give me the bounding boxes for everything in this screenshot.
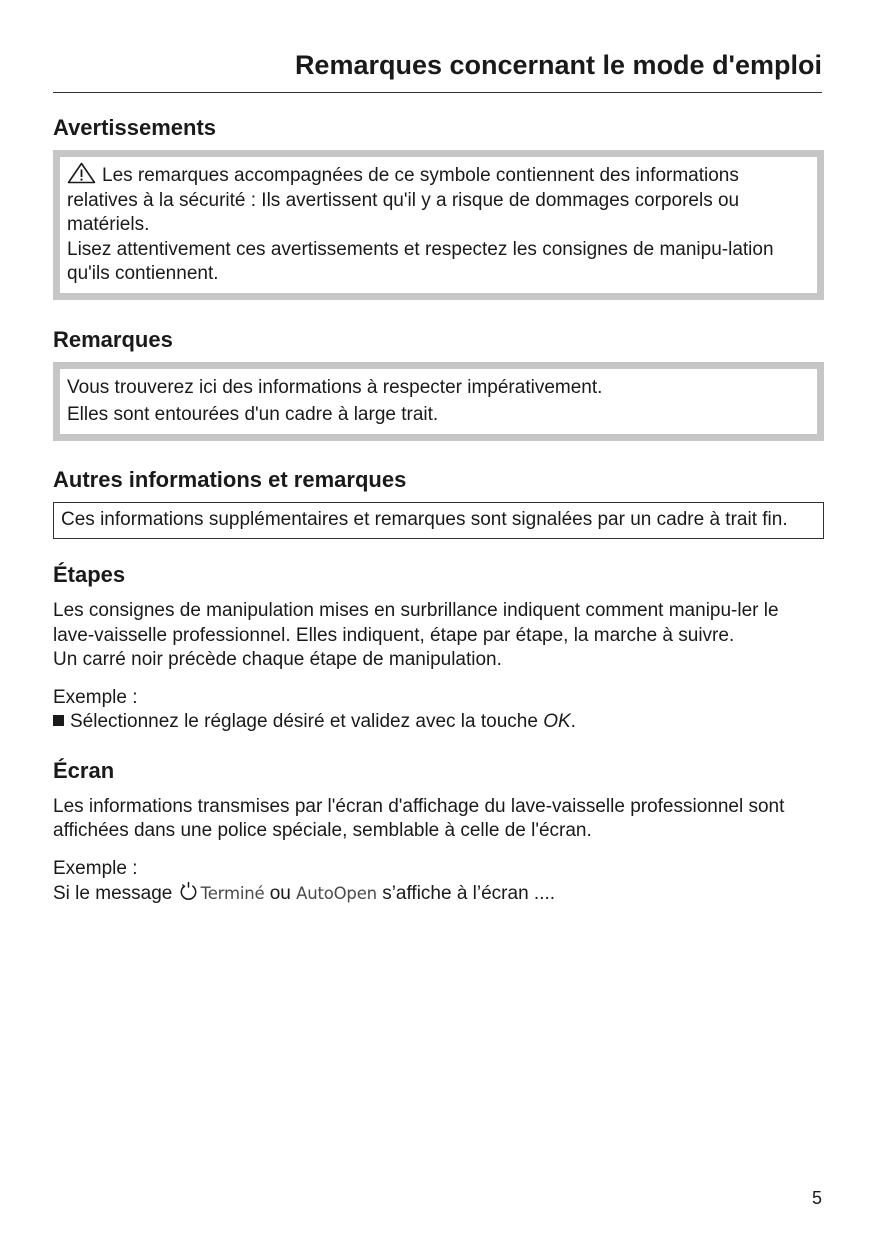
section-heading-remarques: Remarques bbox=[53, 326, 173, 352]
ecran-paragraph-1: Les informations transmises par l'écran d'affichage du lave-vaisselle professionnel sont affichées dans une police spéciale, semblable à celle de l'écran. bbox=[53, 795, 785, 841]
info-text: Ces informations supplémentaires et remarques sont signalées par un cadre à trait fin. bbox=[61, 508, 788, 530]
info-box bbox=[53, 502, 824, 540]
warning-text-1 bbox=[67, 162, 809, 238]
etapes-example-label: Exemple : bbox=[53, 686, 138, 708]
ecran-example-label: Exemple : bbox=[53, 857, 138, 879]
section-ecran bbox=[53, 757, 824, 907]
timer-icon bbox=[178, 881, 199, 902]
section-remarques bbox=[53, 326, 824, 441]
section-avertissements bbox=[53, 114, 824, 300]
title-divider bbox=[53, 92, 822, 93]
section-heading-etapes: Étapes bbox=[53, 562, 126, 587]
warning-box bbox=[53, 150, 824, 300]
main-content bbox=[53, 114, 824, 907]
warning-text-2: Lisez attentivement ces avertissements et respectez les consignes de manipu-lation qu'ils contiennent. bbox=[67, 238, 774, 284]
section-heading-ecran: Écran bbox=[53, 757, 115, 783]
ecran-example-message bbox=[53, 881, 824, 907]
note-text-1: Vous trouverez ici des informations à respecter impérativement. bbox=[67, 376, 603, 398]
page-title: Remarques concernant le mode d'emploi bbox=[294, 50, 822, 80]
msg-suffix: s’affiche à l’écran .... bbox=[382, 883, 556, 904]
section-heading-autres: Autres informations et remarques bbox=[53, 466, 407, 492]
etapes-paragraph-1: Les consignes de manipulation mises en surbrillance indiquent comment manipu-ler le lave-vaisselle professionnel. Elles indiquent, étape par étape, la marche à suivre. bbox=[53, 600, 779, 646]
note-text-2: Elles sont entourées d'un cadre à large trait. bbox=[67, 403, 439, 425]
etapes-example-step bbox=[53, 710, 824, 735]
step-square-icon bbox=[53, 715, 64, 726]
example-step-text: Sélectionnez le réglage désiré et validez avec la touche bbox=[70, 711, 538, 732]
section-etapes bbox=[53, 561, 824, 735]
example-step-end: . bbox=[570, 711, 576, 732]
section-autres bbox=[53, 466, 824, 540]
msg-prefix: Si le message bbox=[53, 883, 173, 904]
section-heading-avertissements: Avertissements bbox=[53, 115, 217, 140]
display-text-autoopen: AutoOpen bbox=[296, 884, 377, 903]
note-box bbox=[53, 362, 824, 441]
warning-triangle-icon bbox=[67, 162, 96, 184]
warning-text-1-content: Les remarques accompagnées de ce symbole contiennent des informations relatives à la sécurité : Ils avertissent qu'il y a risque de dommages corporels ou matériels. bbox=[67, 165, 740, 235]
display-text-termine: Terminé bbox=[200, 884, 265, 903]
example-key-ok: OK bbox=[543, 711, 571, 732]
msg-ou: ou bbox=[269, 883, 291, 904]
etapes-paragraph-2: Un carré noir précède chaque étape de manipulation. bbox=[53, 649, 502, 670]
page-number: 5 bbox=[811, 1188, 822, 1208]
